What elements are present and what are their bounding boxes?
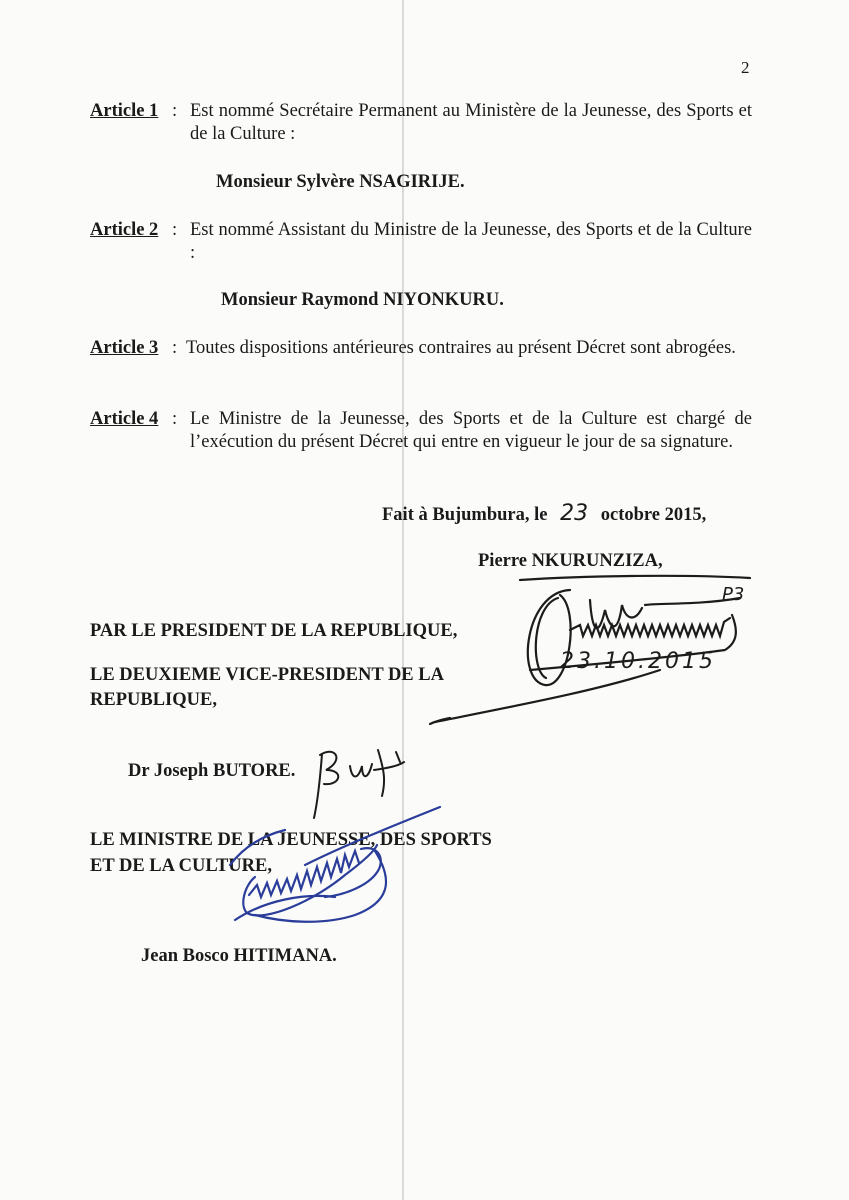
article-4-label: Article 4 (90, 409, 159, 429)
article-2 (0, 219, 849, 289)
article-3 (0, 337, 849, 387)
president-signature (420, 570, 760, 730)
vp-title-line-1: LE DEUXIEME VICE-PRESIDENT DE LA (90, 665, 444, 685)
vp-title-line-2: REPUBLIQUE, (90, 690, 217, 710)
article-4 (0, 408, 849, 483)
article-2-text: Est nommé Assistant du Ministre de la Jeunesse, des Sports et de la Culture : (190, 220, 752, 263)
article-2-colon: : (172, 220, 178, 240)
article-2-label: Article 2 (90, 220, 159, 240)
article-3-colon: : (172, 338, 178, 358)
minister-title-line-2: ET DE LA CULTURE, (90, 856, 272, 876)
minister-name: Jean Bosco HITIMANA. (141, 946, 337, 966)
president-name: Pierre NKURUNZIZA, (478, 551, 663, 571)
handwritten-day: 23 (560, 501, 589, 526)
article-2-nominee: Monsieur Raymond NIYONKURU. (221, 290, 504, 310)
countersign-heading: PAR LE PRESIDENT DE LA REPUBLIQUE, (90, 621, 458, 641)
signature-initials: P3 (722, 584, 745, 605)
article-3-label: Article 3 (90, 338, 159, 358)
article-1-nominee: Monsieur Sylvère NSAGIRIJE. (216, 172, 465, 192)
signature-date: 23.10.2015 (560, 649, 716, 674)
signing-month-year: octobre 2015, (600, 505, 707, 525)
signing-place-date (382, 501, 706, 526)
minister-signature (225, 805, 445, 945)
signing-place: Fait à Bujumbura, le (382, 505, 548, 525)
article-4-colon: : (172, 409, 178, 429)
page-number: 2 (741, 58, 750, 77)
article-3-text: Toutes dispositions antérieures contraires au présent Décret sont abrogées. (186, 338, 736, 358)
vp-name: Dr Joseph BUTORE. (128, 761, 296, 781)
minister-title-line-1: LE MINISTRE DE LA JEUNESSE, DES SPORTS (90, 830, 492, 850)
article-1-text: Est nommé Secrétaire Permanent au Ministère de la Jeunesse, des Sports et de la Culture : (190, 101, 752, 144)
article-1-colon: : (172, 101, 178, 121)
article-1-label: Article 1 (90, 101, 159, 121)
article-1 (0, 100, 849, 170)
article-4-text: Le Ministre de la Jeunesse, des Sports et de la Culture est chargé de l’exécution du présent Décret qui entre en vigueur le jour de sa signature. (190, 409, 752, 452)
